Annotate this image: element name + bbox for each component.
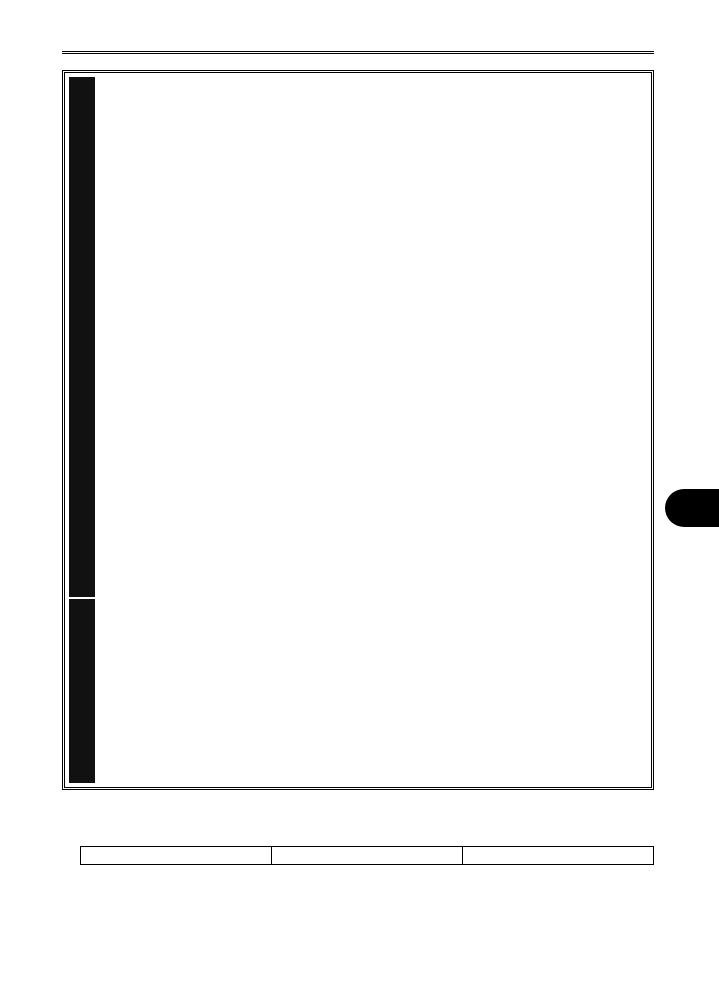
product-rows [99,77,647,783]
contact-table [80,846,654,865]
company-address-line [62,832,654,841]
contact-header-qq [463,847,654,865]
page-header [62,34,654,54]
contact-header-phone [272,847,463,865]
category-vietnam [69,77,95,597]
category-laos [69,599,95,783]
contact-header-name [81,847,272,865]
product-frame [62,70,654,790]
category-sidebar [69,77,95,783]
page-tab-marker [665,489,719,527]
